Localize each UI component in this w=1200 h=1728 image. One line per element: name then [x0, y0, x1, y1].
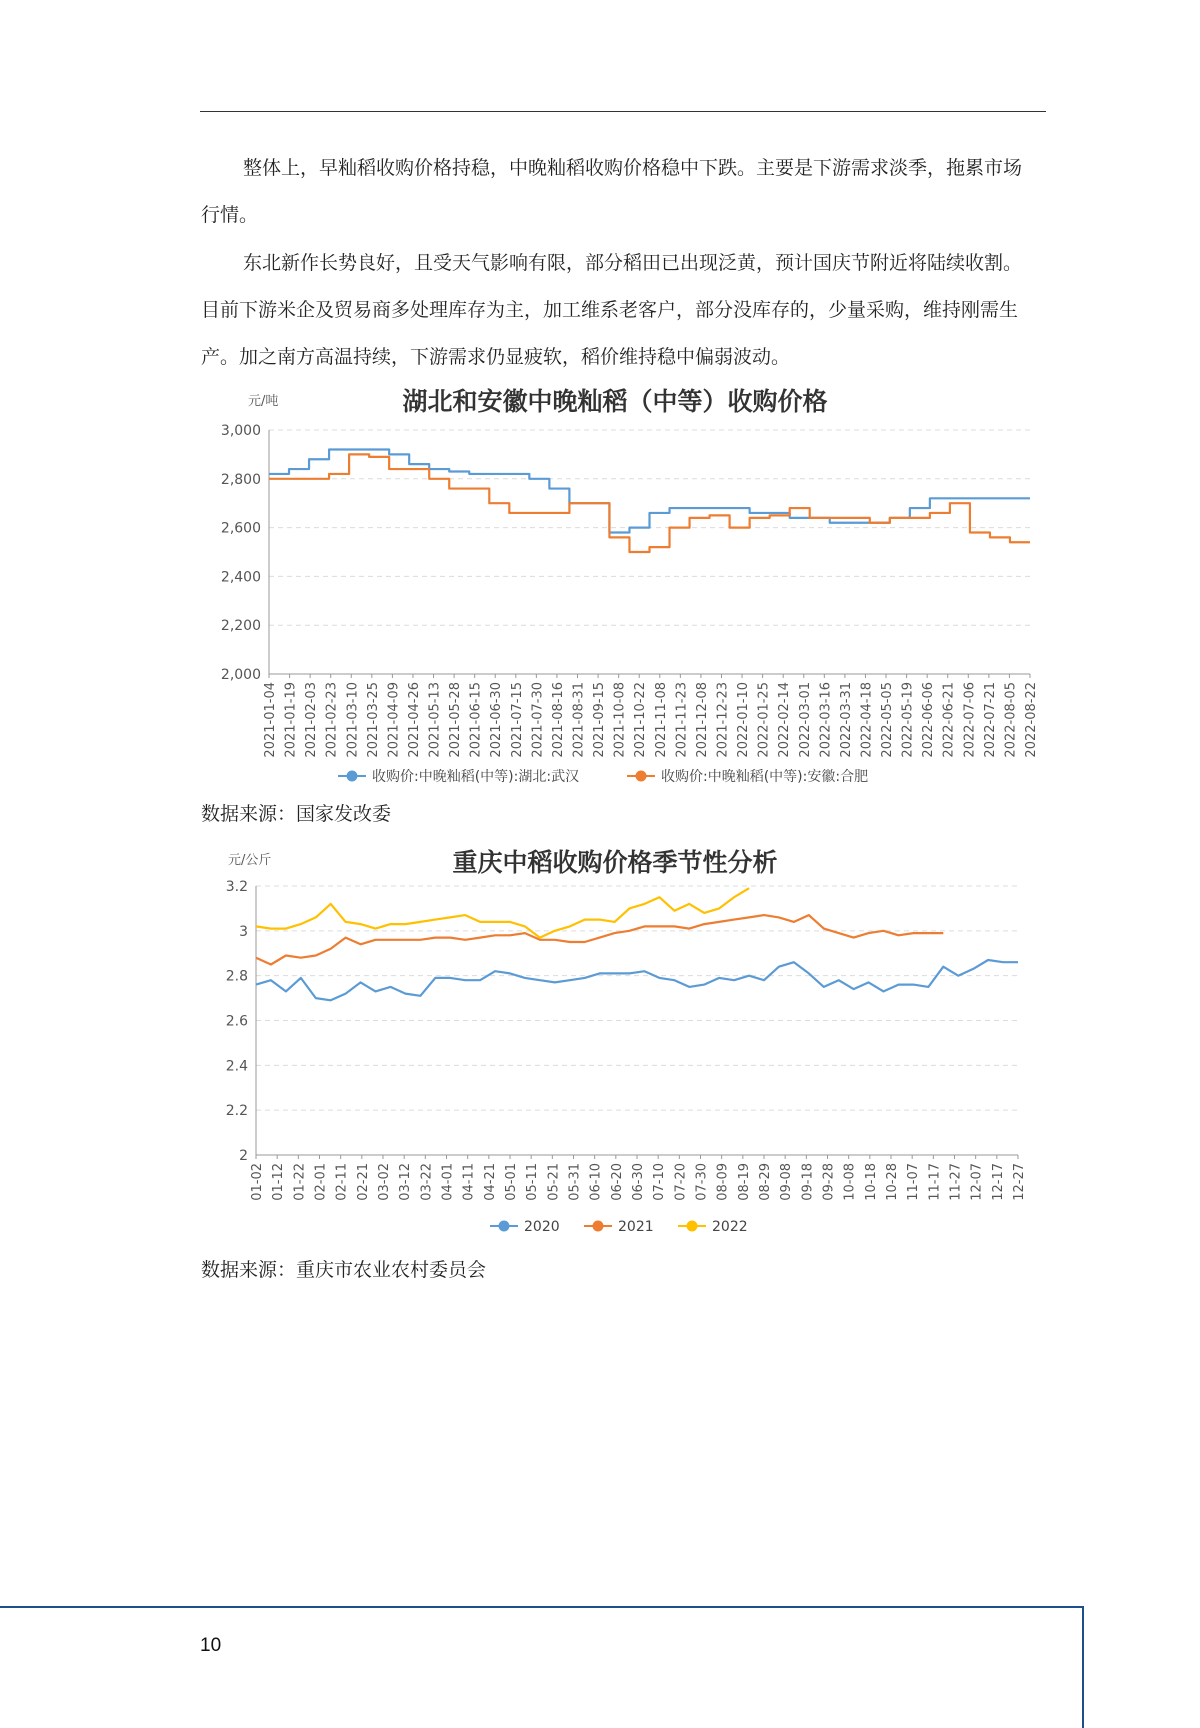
x-tick-label: 06-30: [631, 1163, 646, 1201]
x-tick-label: 09-28: [821, 1163, 837, 1201]
y-tick-label: 2.6: [225, 1013, 248, 1030]
x-tick-label: 05-01: [504, 1163, 519, 1201]
x-tick-label: 2021-10-22: [633, 682, 649, 758]
y-tick-label: 2,600: [220, 520, 261, 537]
source-note-2: 数据来源：重庆市农业农村委员会: [201, 1259, 487, 1281]
y-tick-label: 2,400: [220, 569, 261, 586]
x-tick-label: 2022-01-25: [756, 682, 772, 758]
x-tick-label: 04-11: [461, 1163, 477, 1201]
x-tick-label: 10-08: [842, 1163, 858, 1201]
x-tick-label: 01-22: [292, 1163, 308, 1201]
x-tick-label: 05-31: [567, 1163, 583, 1201]
x-tick-label: 07-10: [652, 1163, 668, 1201]
x-tick-label: 2022-03-16: [818, 682, 834, 758]
x-tick-label: 2021-09-15: [592, 682, 608, 758]
legend-swatch-dot: [687, 1221, 698, 1232]
x-tick-label: 12-17: [990, 1163, 1006, 1201]
x-tick-label: 2021-05-28: [448, 682, 464, 758]
x-tick-label: 11-17: [927, 1163, 943, 1201]
x-tick-label: 11-27: [948, 1163, 964, 1201]
x-tick-label: 03-12: [398, 1163, 414, 1201]
series-line-1: [256, 915, 943, 964]
legend-swatch-dot: [636, 771, 647, 782]
legend-swatch-dot: [499, 1221, 510, 1232]
x-tick-label: 2021-06-30: [489, 682, 505, 758]
legend-label: 收购价:中晚籼稻(中等):安徽:合肥: [661, 769, 869, 785]
x-tick-label: 2021-12-23: [715, 682, 731, 758]
x-tick-label: 05-11: [525, 1163, 541, 1201]
x-tick-label: 10-28: [885, 1163, 900, 1201]
legend-swatch-dot: [593, 1221, 604, 1232]
x-tick-label: 2021-02-23: [324, 682, 340, 758]
x-tick-label: 2021-01-04: [263, 682, 278, 758]
y-tick-label: 2: [239, 1148, 248, 1164]
legend-item-1: [584, 1219, 654, 1235]
legend-label: 收购价:中晚籼稻(中等):湖北:武汉: [372, 769, 580, 785]
chart-hubei-anhui-price: [190, 380, 1040, 790]
x-tick-label: 03-22: [419, 1163, 435, 1201]
legend-item-0: [338, 768, 579, 785]
legend-item-1: [627, 768, 868, 785]
y-axis-unit: 元/吨: [248, 394, 279, 409]
x-tick-label: 11-07: [906, 1163, 922, 1201]
x-tick-label: 07-30: [694, 1163, 710, 1201]
x-tick-label: 2021-03-25: [365, 682, 381, 758]
x-tick-label: 2021-07-30: [530, 682, 546, 758]
y-tick-label: 3.2: [225, 879, 248, 895]
legend-swatch-dot: [347, 771, 358, 782]
x-tick-label: 2022-01-10: [736, 682, 752, 758]
x-tick-label: 09-18: [800, 1163, 816, 1201]
chart-title: 湖北和安徽中晚籼稻（中等）收购价格: [402, 387, 828, 416]
x-tick-label: 05-21: [546, 1163, 562, 1201]
x-tick-label: 01-02: [250, 1163, 265, 1201]
x-tick-label: 2022-05-19: [900, 682, 916, 758]
legend-label: 2021: [618, 1219, 654, 1235]
x-tick-label: 2022-03-31: [838, 682, 854, 758]
x-tick-label: 2021-07-15: [509, 682, 525, 758]
x-tick-label: 2021-02-03: [304, 682, 320, 758]
x-tick-label: 2021-12-08: [694, 682, 710, 758]
x-tick-label: 2021-11-08: [653, 682, 669, 758]
x-tick-label: 2022-02-14: [777, 682, 793, 758]
x-tick-label: 08-19: [736, 1163, 752, 1201]
y-axis-unit: 元/公斤: [228, 853, 272, 868]
x-tick-label: 2021-04-26: [406, 682, 422, 758]
x-tick-label: 02-01: [313, 1163, 329, 1201]
x-tick-label: 12-27: [1012, 1163, 1027, 1201]
paragraph-2: 东北新作长势良好，且受天气影响有限，部分稻田已出现泛黄，预计国庆节附近将陆续收割。目前下游米企及贸易商多处理库存为主，加工维系老客户，部分没库存的，少量采购，维持刚需生产。加之南方高温持续，下游需求仍显疲软，稻价维持稳中偏弱波动。: [201, 252, 1023, 368]
x-tick-label: 2021-05-13: [427, 682, 443, 758]
x-tick-label: 04-01: [440, 1163, 456, 1201]
x-tick-label: 06-20: [609, 1163, 625, 1201]
header-rule: [200, 111, 1046, 112]
y-tick-label: 3: [239, 923, 248, 940]
x-tick-label: 2022-08-22: [1024, 682, 1039, 758]
x-tick-label: 2021-08-31: [571, 682, 587, 758]
series-line-1: [269, 454, 1030, 552]
x-tick-label: 01-12: [271, 1163, 287, 1201]
page-number: 10: [200, 1635, 222, 1656]
y-tick-label: 2,200: [220, 618, 261, 635]
source-note-1: 数据来源：国家发改委: [201, 803, 392, 825]
x-tick-label: 12-07: [969, 1163, 985, 1201]
y-tick-label: 2.8: [225, 968, 248, 985]
x-tick-label: 2021-04-09: [386, 682, 402, 758]
series-line-2: [256, 888, 749, 937]
y-tick-label: 2.2: [225, 1103, 248, 1120]
x-tick-label: 2021-03-10: [345, 682, 361, 758]
y-tick-label: 2,800: [220, 471, 261, 488]
x-tick-label: 2021-08-16: [550, 682, 566, 758]
x-tick-label: 2022-06-06: [921, 682, 937, 758]
y-tick-label: 2,000: [220, 667, 261, 683]
series-line-0: [256, 960, 1018, 1000]
x-tick-label: 2022-05-05: [880, 682, 896, 758]
x-tick-label: 2021-01-19: [283, 682, 299, 758]
x-tick-label: 06-10: [588, 1163, 604, 1201]
x-tick-label: 2022-08-05: [1003, 682, 1019, 758]
x-tick-label: 08-29: [758, 1163, 773, 1201]
x-tick-label: 10-18: [863, 1163, 879, 1201]
legend-label: 2020: [524, 1219, 560, 1235]
x-tick-label: 2022-04-18: [859, 682, 875, 758]
x-tick-label: 07-20: [673, 1163, 689, 1201]
footer-frame: [0, 1606, 1084, 1728]
x-tick-label: 2022-06-21: [941, 682, 957, 758]
x-tick-label: 04-21: [482, 1163, 498, 1201]
paragraph-1: 整体上，早籼稻收购价格持稳，中晚籼稻收购价格稳中下跌。主要是下游需求淡季，拖累市场行情。: [201, 157, 1023, 226]
x-tick-label: 2022-07-21: [982, 682, 998, 758]
legend-item-0: [490, 1219, 560, 1235]
legend-label: 2022: [712, 1219, 748, 1235]
x-tick-label: 2022-03-01: [797, 682, 813, 758]
x-tick-label: 02-21: [355, 1163, 371, 1201]
x-tick-label: 2022-07-06: [962, 682, 978, 758]
legend-item-2: [678, 1219, 748, 1235]
x-tick-label: 2021-10-08: [612, 682, 628, 758]
x-tick-label: 02-11: [334, 1163, 350, 1201]
x-tick-label: 08-09: [715, 1163, 731, 1201]
x-tick-label: 2021-06-15: [468, 682, 484, 758]
y-tick-label: 2.4: [225, 1058, 248, 1075]
chart-chongqing-seasonal: [190, 838, 1040, 1238]
x-tick-label: 03-02: [377, 1163, 392, 1201]
y-tick-label: 3,000: [220, 423, 261, 439]
series-line-0: [269, 450, 1030, 533]
chart-title: 重庆中稻收购价格季节性分析: [452, 848, 778, 877]
x-tick-label: 2021-11-23: [674, 682, 690, 758]
x-tick-label: 09-08: [779, 1163, 795, 1201]
